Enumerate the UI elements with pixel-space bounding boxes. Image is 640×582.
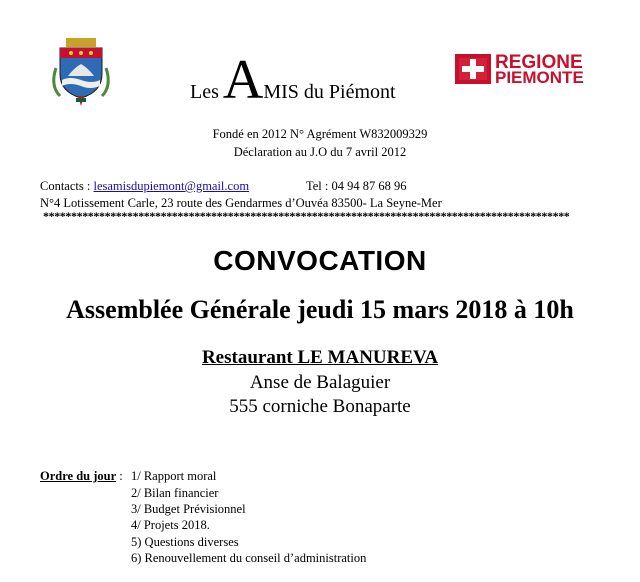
agenda-item-1: 1/ Rapport moral <box>131 469 217 483</box>
declaration-line: Déclaration au J.O du 7 avril 2012 <box>233 145 407 159</box>
convocation-heading: CONVOCATION <box>213 245 427 276</box>
agenda-item-5: 5) Questions diverses <box>131 535 239 549</box>
email-link[interactable]: lesamisdupiemont@gmail.com <box>93 179 250 193</box>
agenda-label-row <box>40 469 123 484</box>
venue-name: Restaurant LE MANUREVA <box>201 347 439 368</box>
contacts-label: Contacts : <box>40 179 91 193</box>
region-name-line2: PIEMONTE <box>495 68 584 87</box>
founded-line: Fondé en 2012 N° Agrément W832009329 <box>212 127 428 141</box>
title-prefix: Les <box>190 81 219 103</box>
assembly-heading: Assemblée Générale jeudi 15 mars 2018 à 10h <box>66 295 574 324</box>
contacts-line <box>40 179 249 194</box>
title-rest: MIS du Piémont <box>263 81 396 103</box>
agenda-item-6: 6) Renouvellement du conseil d’administration <box>131 551 367 565</box>
agenda-item-3: 3/ Budget Prévisionnel <box>131 502 246 516</box>
region-name-line1: REGIONE <box>495 52 583 73</box>
association-title <box>190 49 396 111</box>
agenda-label: Ordre du jour <box>40 469 117 483</box>
agenda-label-separator: : <box>116 469 123 483</box>
venue-address-line2: 555 corniche Bonaparte <box>229 396 411 417</box>
address-line: N°4 Lotissement Carle, 23 route des Gendarmes d’Ouvéa 83500- La Seyne-Mer <box>40 196 442 210</box>
tel-line: Tel : 04 94 87 68 96 <box>306 179 407 193</box>
agenda-item-2: 2/ Bilan financier <box>131 486 219 500</box>
title-initial: A <box>222 49 264 111</box>
piemonte-flag-icon <box>455 54 491 84</box>
agenda-item-4: 4/ Projets 2018. <box>131 518 210 532</box>
venue-address-line1: Anse de Balaguier <box>249 372 391 393</box>
star-separator: ********************************************************************************************** <box>43 209 570 223</box>
coat-of-arms-icon <box>50 38 112 106</box>
